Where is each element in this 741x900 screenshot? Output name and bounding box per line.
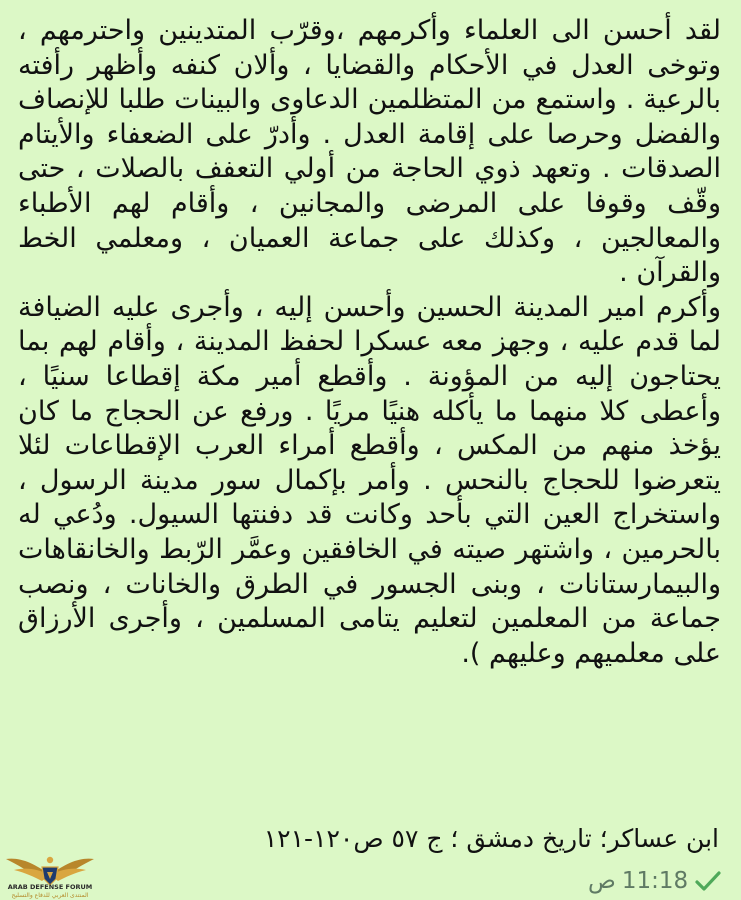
- watermark-subtitle: المنتدى العربي للدفاع والتسليح: [11, 892, 89, 899]
- message-text: [18, 14, 721, 671]
- message-paragraph-2: وأكرم امير المدينة الحسين وأحسن إليه ، وأجرى عليه الضيافة لما قدم عليه ، وجهز معه عسكرا لحفظ المدينة ، وأقام لهم بما يحتاجون إليه من المؤونة . وأقطع أمير مكة إقطاعا سنيًا ، وأعطى كلا منهما ما يأكله هنيًا مريًا . ورفع عن الحجاج ما كان يؤخذ منهم من المكس ، وأقطع أمراء العرب الإقطاعات لئلا يتعرضوا للحجاج بالنحس . وأمر بإكمال سور مدينة الرسول ، واستخراج العين التي بأحد وكانت قد دفنتها السيول. ودُعي له بالحرمين ، واشتهر صيته في الخافقين وعمَّر الرّبط والخانقاهات والبيمارستانات ، وبنى الجسور في الطرق والخانات ، ونصب جماعة من المعلمين لتعليم يتامى المسلمين ، وأجرى الأرزاق على معلميهم وعليهم ).: [18, 291, 721, 669]
- message-meta: [588, 866, 722, 896]
- message-period: ص: [588, 868, 616, 894]
- watermark-name: ARAB DEFENSE FORUM: [7, 883, 93, 891]
- message-time: 11:18: [621, 868, 689, 894]
- source-citation: ابن عساكر؛ تاريخ دمشق ؛ ج ٥٧ ص١٢٠-١٢١: [263, 824, 719, 853]
- message-paragraph-1: لقد أحسن الى العلماء وأكرمهم ،وقرّب المتدينين واحترمهم ، وتوخى العدل في الأحكام والقضايا ، وألان كنفه وأظهر رأفته بالرعية . واستمع من المتظلمين الدعاوى والبينات طلبا للإنصاف والفضل وحرصا على إقامة العدل . وأدرّ على الضعفاء والأيتام الصدقات . وتعهد ذوي الحاجة من أولي التعفف بالصلات ، حتى وقّف وقوفا على المرضى والمجانين ، وأقام لهم الأطباء والمعالجين ، وكذلك على جماعة العميان ، ومعلمي الخط والقرآن .: [18, 15, 721, 289]
- double-check-icon: [694, 870, 722, 892]
